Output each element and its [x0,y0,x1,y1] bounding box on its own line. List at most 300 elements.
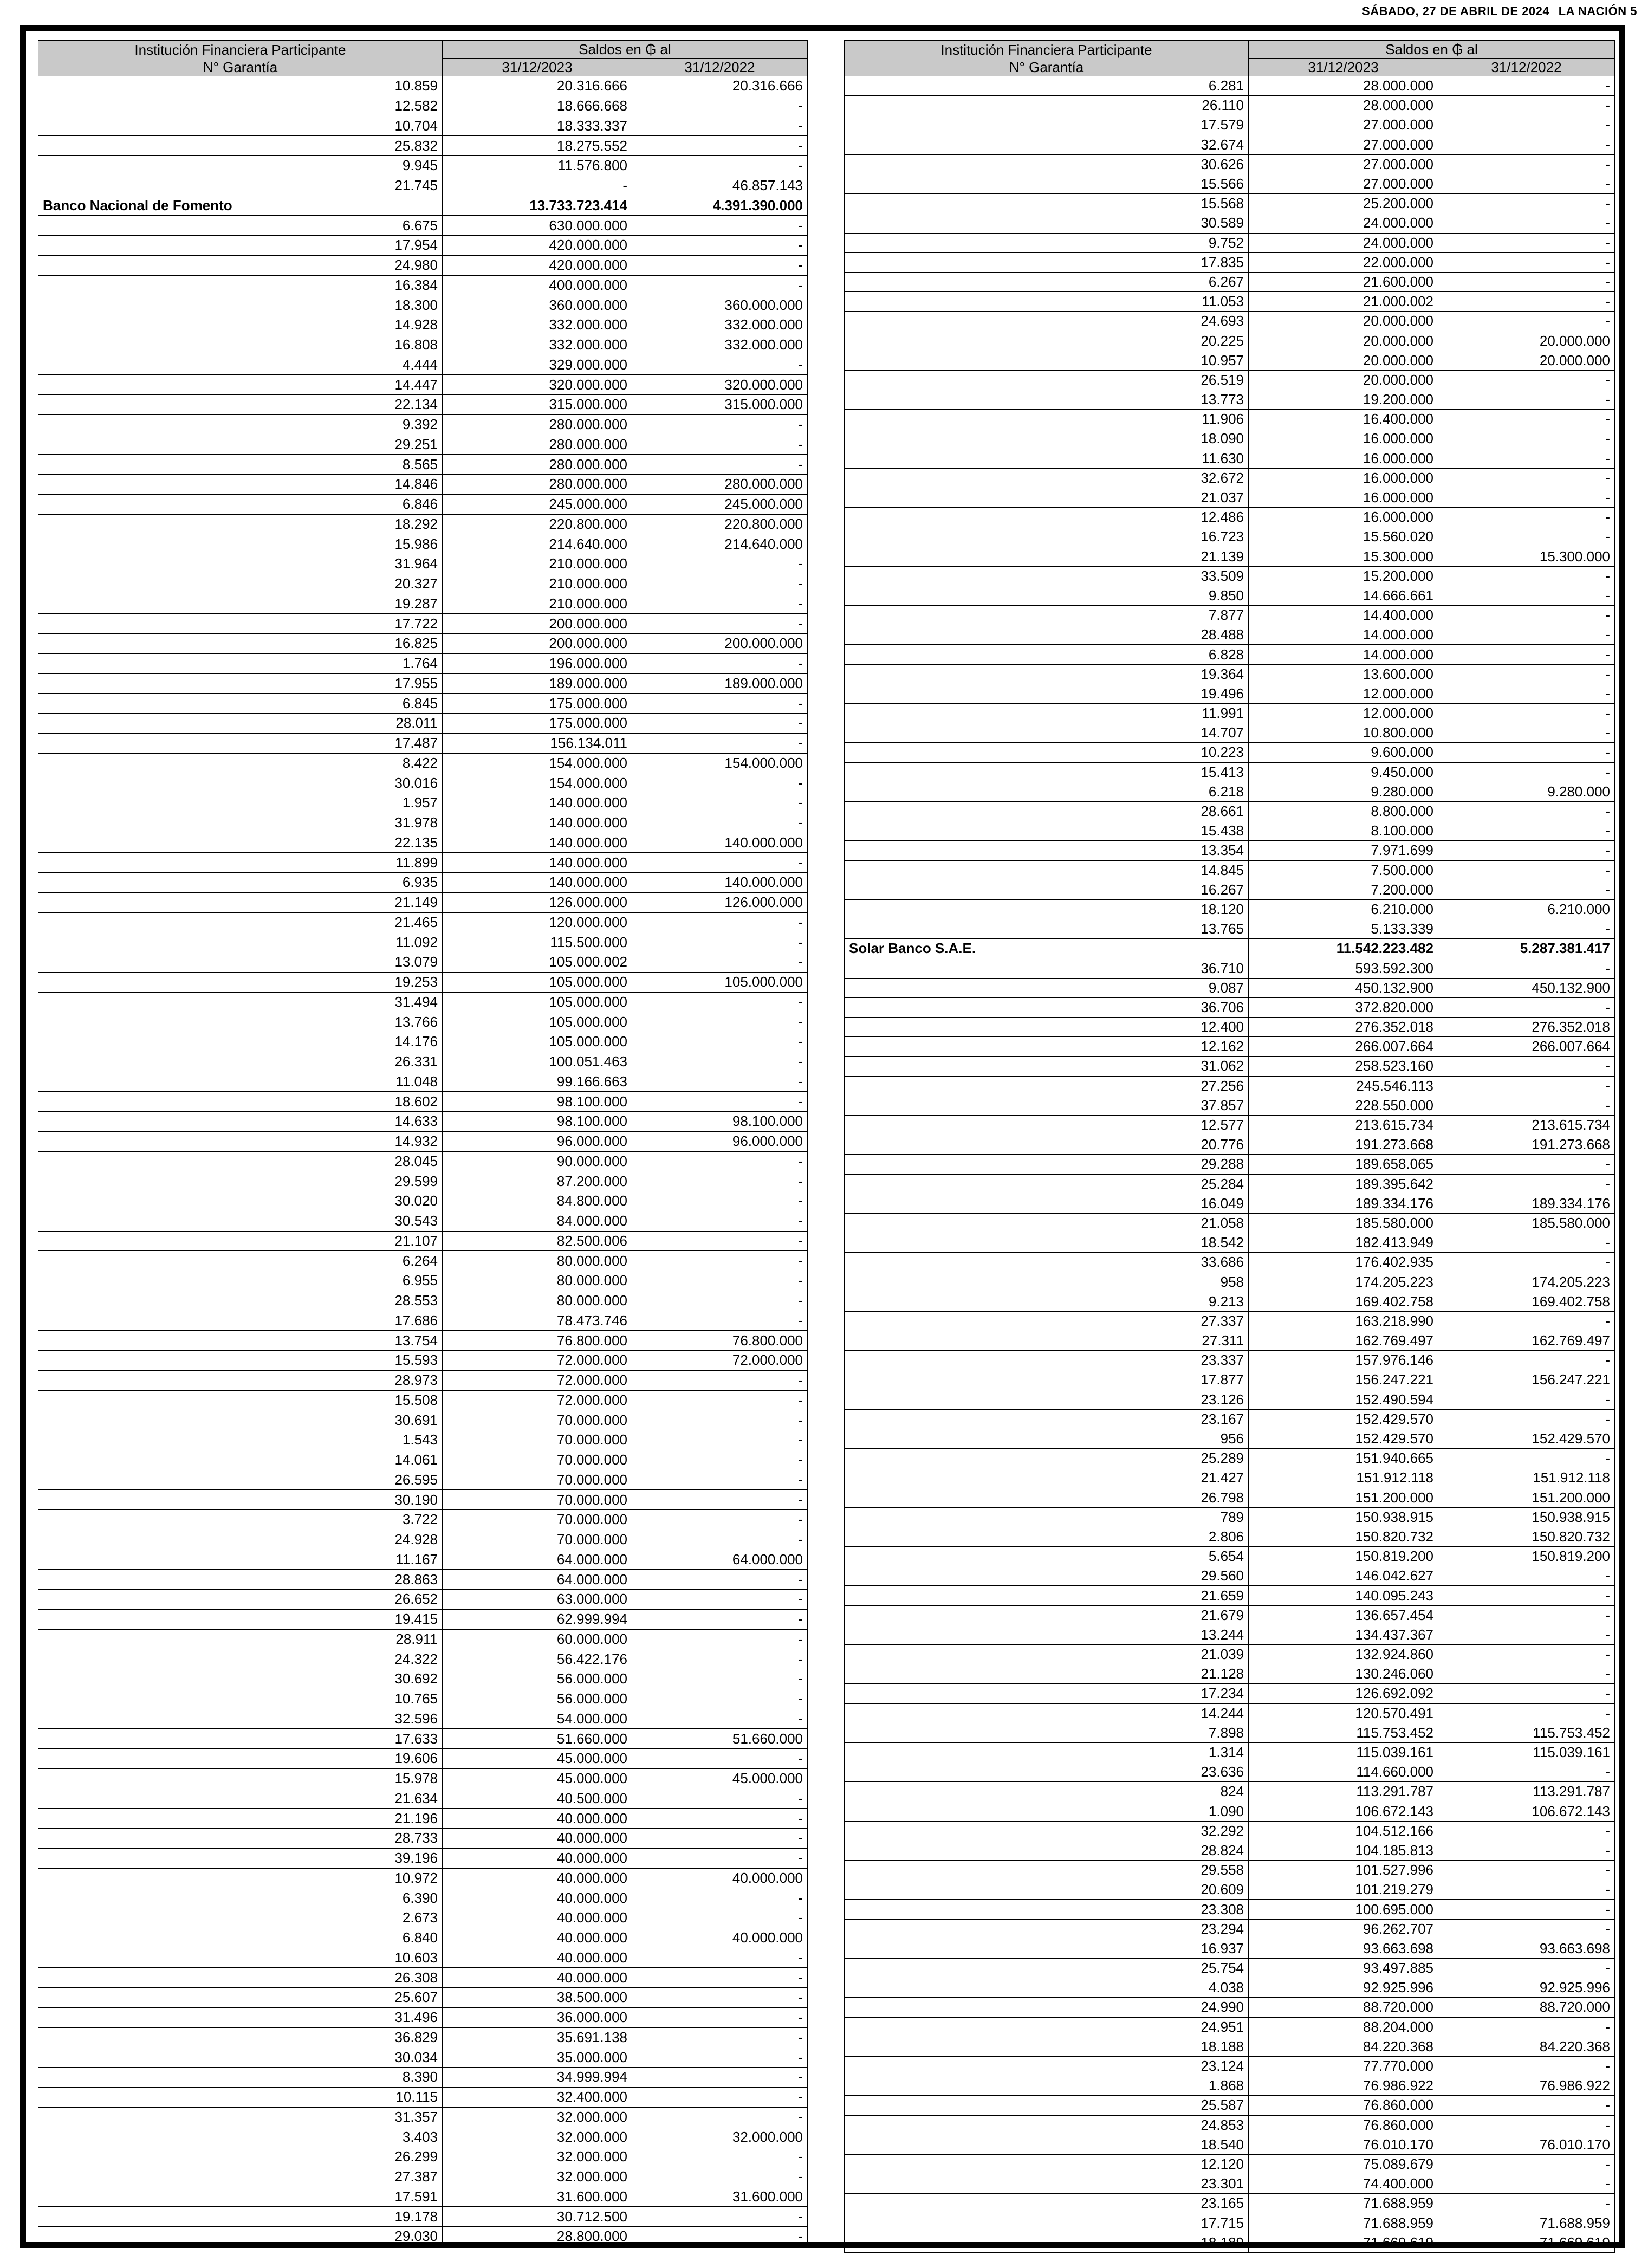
balance-2022: - [1438,1057,1615,1076]
balance-2022: - [632,1311,808,1331]
balance-2022: - [1438,1841,1615,1860]
guarantee-number: 13.765 [845,919,1249,939]
guarantee-number: 1.314 [845,1742,1249,1762]
guarantee-number: 21.037 [845,488,1249,507]
guarantee-number: 17.835 [845,252,1249,272]
guarantee-number: 30.691 [38,1410,443,1430]
bank-name: Banco Nacional de Fomento [38,196,443,216]
balance-2022: - [632,136,808,156]
guarantee-number: 19.496 [845,684,1249,703]
balance-2023: 20.000.000 [1249,370,1438,390]
guarantee-number: 33.509 [845,566,1249,586]
bank-name: Solar Banco S.A.E. [845,939,1249,958]
guarantee-number: 26.595 [38,1470,443,1490]
balance-2023: 32.000.000 [443,2127,632,2147]
table-row [38,455,808,475]
balance-2022: - [1438,566,1615,586]
table-row [845,821,1615,841]
guarantee-number: 26.308 [38,1968,443,1988]
table-row [845,1449,1615,1468]
table-row [845,135,1615,154]
guarantee-number: 28.973 [38,1370,443,1390]
balance-2022: - [632,1032,808,1052]
guarantee-number: 17.686 [38,1311,443,1331]
balance-2022: - [632,1390,808,1410]
balance-2023: 70.000.000 [443,1430,632,1450]
balance-2022: - [632,1709,808,1729]
balance-2023: 105.000.000 [443,992,632,1012]
guarantee-number: 28.488 [845,625,1249,645]
balance-2022: - [1438,292,1615,312]
guarantee-number: 6.675 [38,216,443,236]
page-header [1362,4,1637,18]
table-row [38,1729,808,1749]
table-row [845,2194,1615,2213]
balance-2023: 154.000.000 [443,773,632,793]
balance-2022: - [632,1749,808,1769]
balance-2023: 100.051.463 [443,1052,632,1072]
balance-2023: 40.000.000 [443,1868,632,1888]
balance-2022: - [1438,1586,1615,1605]
guarantee-number: 12.400 [845,1018,1249,1037]
guarantee-number: 12.582 [38,96,443,116]
balance-2022: 200.000.000 [632,634,808,654]
balance-2022: - [632,216,808,236]
balance-2023: 134.437.367 [1249,1625,1438,1644]
guarantee-number: 26.798 [845,1488,1249,1507]
balance-2023: 196.000.000 [443,653,632,673]
table-row [38,952,808,973]
guarantee-number: 10.765 [38,1689,443,1709]
balance-2022: - [632,1012,808,1032]
balance-2022: 140.000.000 [632,873,808,893]
guarantee-number: 23.167 [845,1409,1249,1429]
table-row [845,1351,1615,1370]
table-row [38,753,808,773]
balance-2023: 9.600.000 [1249,743,1438,762]
balance-2023: 420.000.000 [443,236,632,256]
balance-2022: - [632,2007,808,2027]
table-row [38,793,808,813]
balance-2022: - [1438,743,1615,762]
balance-2022: - [632,1908,808,1928]
table-row [845,449,1615,468]
guarantee-number: 7.877 [845,606,1249,625]
balance-2023: 14.666.661 [1249,586,1438,605]
guarantee-number: 3.722 [38,1510,443,1530]
balance-2023: 372.820.000 [1249,997,1438,1017]
balance-2022: - [1438,468,1615,488]
guarantee-number: 21.039 [845,1645,1249,1664]
guarantee-number: 29.560 [845,1566,1249,1586]
guarantee-number: 30.543 [38,1211,443,1231]
balance-2023: 20.316.666 [443,76,632,96]
guarantee-number: 13.244 [845,1625,1249,1644]
bank-total-2023: 13.733.723.414 [443,196,632,216]
balance-2022: 88.720.000 [1438,1998,1615,2017]
guarantee-number: 28.661 [845,801,1249,821]
guarantee-number: 17.487 [38,733,443,753]
balance-2022: 150.820.732 [1438,1527,1615,1546]
balance-2023: 62.999.994 [443,1609,632,1629]
balance-2023: 20.000.000 [1249,331,1438,351]
balance-2022: - [632,2087,808,2107]
guarantee-number: 11.991 [845,704,1249,723]
guarantee-number: 21.659 [845,1586,1249,1605]
balance-2022: - [1438,370,1615,390]
table-row [38,1809,808,1829]
balance-2023: 21.000.002 [1249,292,1438,312]
balance-2023: 32.000.000 [443,2147,632,2167]
table-row [845,233,1615,252]
guarantee-number: 17.591 [38,2187,443,2207]
balance-2023: 92.925.996 [1249,1978,1438,1998]
table-row [845,1566,1615,1586]
table-row [845,1155,1615,1174]
balance-2022: - [632,952,808,973]
table-row [845,1233,1615,1253]
guarantee-number: 29.558 [845,1861,1249,1880]
guarantee-number: 17.877 [845,1370,1249,1390]
balance-2023: 593.592.300 [1249,958,1438,978]
table-row [38,1092,808,1112]
balance-2022: - [1438,76,1615,96]
table-row [845,1703,1615,1723]
table-row [38,96,808,116]
guarantee-number: 28.011 [38,714,443,734]
balance-2022: - [1438,2154,1615,2174]
guarantee-number: 26.299 [38,2147,443,2167]
balance-2023: 152.490.594 [1249,1390,1438,1409]
balance-2022: - [1438,115,1615,135]
table-row [38,1370,808,1390]
balance-2023: 24.000.000 [1249,233,1438,252]
balance-2022: - [1438,2194,1615,2213]
balance-2022: - [1438,213,1615,233]
table-row [38,773,808,793]
guarantee-number: 19.287 [38,594,443,614]
table-row [845,1057,1615,1076]
balance-2022: 31.600.000 [632,2187,808,2207]
guarantee-number: 21.679 [845,1605,1249,1625]
balance-2023: 38.500.000 [443,1988,632,2008]
table-row [38,1012,808,1032]
table-row [845,370,1615,390]
table-row [38,395,808,415]
balance-2023: 169.402.758 [1249,1292,1438,1311]
guarantee-number: 18.542 [845,1233,1249,1253]
balance-2022: - [632,2047,808,2068]
balance-2022: 45.000.000 [632,1768,808,1789]
balance-2022: - [632,1410,808,1430]
table-row [38,2227,808,2247]
balance-2023: 80.000.000 [443,1291,632,1311]
guarantee-number: 19.364 [845,664,1249,684]
balance-2023: 51.660.000 [443,1729,632,1749]
guarantee-number: 24.928 [38,1530,443,1550]
guarantee-number: 28.045 [38,1151,443,1171]
balance-2022: 115.039.161 [1438,1742,1615,1762]
balance-2022: - [632,1470,808,1490]
guarantee-number: 23.636 [845,1762,1249,1782]
guarantee-number: 16.937 [845,1939,1249,1958]
table-row [38,494,808,514]
balance-2022: 280.000.000 [632,475,808,495]
guarantee-number: 12.120 [845,2154,1249,2174]
balance-2022: - [632,1191,808,1211]
guarantee-number: 16.825 [38,634,443,654]
balance-2023: 71.688.959 [1249,2213,1438,2233]
balance-2022: 140.000.000 [632,833,808,853]
balance-2023: 106.672.143 [1249,1802,1438,1821]
balance-2023: 16.000.000 [1249,508,1438,527]
header-institution-line2: N° Garantía [1009,59,1084,75]
guarantee-number: 6.846 [38,494,443,514]
balance-2023: 8.800.000 [1249,801,1438,821]
balance-2023: 175.000.000 [443,714,632,734]
balance-2022: - [632,992,808,1012]
guarantee-number: 31.978 [38,813,443,833]
balance-2023: - [443,176,632,196]
guarantee-number: 27.387 [38,2167,443,2187]
table-row [38,1191,808,1211]
table-row [38,1291,808,1311]
guarantee-number: 18.090 [845,429,1249,449]
table-row [845,2233,1615,2252]
table-row [38,514,808,534]
header-institution-line1: Institución Financiera Participante [940,41,1152,58]
table-row [845,547,1615,566]
balance-2022: - [632,96,808,116]
balance-2023: 21.600.000 [1249,272,1438,291]
balance-2022: 174.205.223 [1438,1272,1615,1292]
balance-2023: 82.500.006 [443,1231,632,1251]
table-row [38,813,808,833]
guarantee-number: 14.447 [38,375,443,395]
balance-2023: 150.820.732 [1249,1527,1438,1546]
guarantee-number: 10.115 [38,2087,443,2107]
table-row [845,684,1615,703]
guarantee-number: 9.945 [38,156,443,176]
balance-2023: 174.205.223 [1249,1272,1438,1292]
table-row [38,1629,808,1649]
balance-2023: 104.185.813 [1249,1841,1438,1860]
guarantee-number: 11.899 [38,853,443,873]
table-row [845,2076,1615,2096]
table-row [845,2096,1615,2115]
table-row [845,390,1615,410]
guarantee-number: 21.196 [38,1809,443,1829]
table-row [845,1782,1615,1802]
table-row [845,1959,1615,1978]
balance-2022: - [1438,1880,1615,1900]
table-row [845,174,1615,193]
table-row [845,194,1615,213]
guarantee-number: 18.300 [38,295,443,315]
table-row [845,1096,1615,1115]
balance-2023: 40.000.000 [443,1809,632,1829]
guarantee-number: 24.322 [38,1649,443,1669]
guarantee-number: 10.957 [845,351,1249,370]
balance-2022: 9.280.000 [1438,782,1615,801]
guarantee-number: 10.704 [38,116,443,136]
guarantee-number: 32.672 [845,468,1249,488]
table-row [38,1251,808,1271]
table-row [845,1919,1615,1939]
guarantee-number: 20.609 [845,1880,1249,1900]
guarantee-number: 15.508 [38,1390,443,1410]
table-row [38,694,808,714]
guarantee-number: 27.256 [845,1076,1249,1096]
header-year-2022: 31/12/2022 [1438,59,1615,76]
balance-2023: 20.000.000 [1249,351,1438,370]
guarantee-number: 6.845 [38,694,443,714]
guarantee-number: 8.422 [38,753,443,773]
table-row [845,2056,1615,2076]
balance-2022: - [1438,272,1615,291]
guarantee-number: 12.577 [845,1115,1249,1135]
balance-2022: 15.300.000 [1438,547,1615,566]
balance-2022: - [632,1450,808,1470]
balance-2023: 360.000.000 [443,295,632,315]
table-row [845,1272,1615,1292]
balance-2022: - [1438,2017,1615,2037]
header-year-2023: 31/12/2023 [1249,59,1438,76]
balance-2022: - [1438,2115,1615,2135]
balance-2022: - [632,1848,808,1868]
balance-2022: - [1438,723,1615,743]
table-row [845,1802,1615,1821]
balance-2023: 40.500.000 [443,1789,632,1809]
guarantee-number: 14.633 [38,1112,443,1132]
balance-2023: 16.000.000 [1249,468,1438,488]
guarantee-number: 24.990 [845,1998,1249,2017]
balance-2023: 20.000.000 [1249,312,1438,331]
balance-2022: 276.352.018 [1438,1018,1615,1037]
guarantee-number: 30.020 [38,1191,443,1211]
balance-2022: - [1438,449,1615,468]
table-row [845,1527,1615,1546]
guarantee-number: 24.951 [845,2017,1249,2037]
guarantee-number: 12.162 [845,1037,1249,1057]
table-row [38,574,808,594]
balance-2023: 84.220.368 [1249,2037,1438,2056]
balance-2023: 64.000.000 [443,1570,632,1590]
guarantee-number: 26.110 [845,96,1249,115]
guarantee-number: 14.845 [845,860,1249,880]
balance-2023: 213.615.734 [1249,1115,1438,1135]
guarantee-number: 13.354 [845,841,1249,860]
balance-2023: 84.800.000 [443,1191,632,1211]
header-year-2023: 31/12/2023 [443,59,632,76]
balance-2022: 71.669.619 [1438,2233,1615,2252]
balance-2022: - [1438,154,1615,174]
balance-2023: 56.422.176 [443,1649,632,1669]
table-row [38,2027,808,2047]
balance-2023: 34.999.994 [443,2068,632,2088]
balance-2022: - [632,455,808,475]
balance-2023: 70.000.000 [443,1410,632,1430]
balance-2022: - [1438,821,1615,841]
table-row [845,704,1615,723]
balance-2022: 450.132.900 [1438,978,1615,997]
guarantee-number: 4.444 [38,355,443,375]
balance-2022: - [1438,1959,1615,1978]
header-saldos: Saldos en ₲ al [443,41,808,59]
table-row [38,1789,808,1809]
header-institution-line2: N° Garantía [203,59,278,75]
table-row [845,919,1615,939]
table-row [38,2167,808,2187]
balance-2023: 101.219.279 [1249,1880,1438,1900]
balance-2023: 210.000.000 [443,594,632,614]
guarantee-number: 18.292 [38,514,443,534]
guarantee-number: 956 [845,1429,1249,1448]
table-row [38,853,808,873]
balance-2023: 93.497.885 [1249,1959,1438,1978]
balance-2022: 40.000.000 [632,1928,808,1948]
balance-2023: 18.666.668 [443,96,632,116]
balance-2023: 14.000.000 [1249,645,1438,664]
balance-2022: - [1438,174,1615,193]
guarantee-number: 789 [845,1507,1249,1527]
guarantee-number: 31.357 [38,2107,443,2127]
guarantee-number: 7.898 [845,1723,1249,1742]
table-row [845,645,1615,664]
table-row [845,606,1615,625]
balance-2023: 64.000.000 [443,1550,632,1570]
balance-2022: 162.769.497 [1438,1331,1615,1351]
balance-2023: 105.000.000 [443,1032,632,1052]
balance-2023: 27.000.000 [1249,115,1438,135]
balance-2023: 189.395.642 [1249,1174,1438,1194]
guarantee-number: 28.733 [38,1829,443,1849]
balance-2023: 132.924.860 [1249,1645,1438,1664]
table-row [845,1978,1615,1998]
balance-2023: 74.400.000 [1249,2174,1438,2194]
balance-2023: 16.000.000 [1249,429,1438,449]
table-row [38,912,808,932]
balance-2023: 105.000.000 [443,1012,632,1032]
balance-2022: - [632,1689,808,1709]
balance-2022: - [632,714,808,734]
table-row [38,2047,808,2068]
guarantee-number: 31.496 [38,2007,443,2027]
balance-2022: - [1438,1703,1615,1723]
balance-2022: 20.000.000 [1438,331,1615,351]
balance-2022: 315.000.000 [632,395,808,415]
balance-2023: 25.200.000 [1249,194,1438,213]
guarantee-number: 6.935 [38,873,443,893]
balance-2023: 70.000.000 [443,1530,632,1550]
balance-2023: 630.000.000 [443,216,632,236]
balance-2022: - [632,1809,808,1829]
balance-2022: - [632,1629,808,1649]
right-column [844,40,1614,2253]
balance-2023: 40.000.000 [443,1968,632,1988]
balance-2022: - [1438,1919,1615,1939]
guarantee-number: 32.292 [845,1821,1249,1841]
guarantee-number: 17.633 [38,1729,443,1749]
balance-2022: - [632,614,808,634]
balance-2023: 105.000.000 [443,972,632,992]
guarantee-number: 11.048 [38,1072,443,1092]
guarantee-number: 26.652 [38,1590,443,1610]
balance-2022: 214.640.000 [632,534,808,554]
balance-2023: 189.000.000 [443,673,632,694]
guarantee-number: 15.413 [845,762,1249,782]
table-row [845,1821,1615,1841]
